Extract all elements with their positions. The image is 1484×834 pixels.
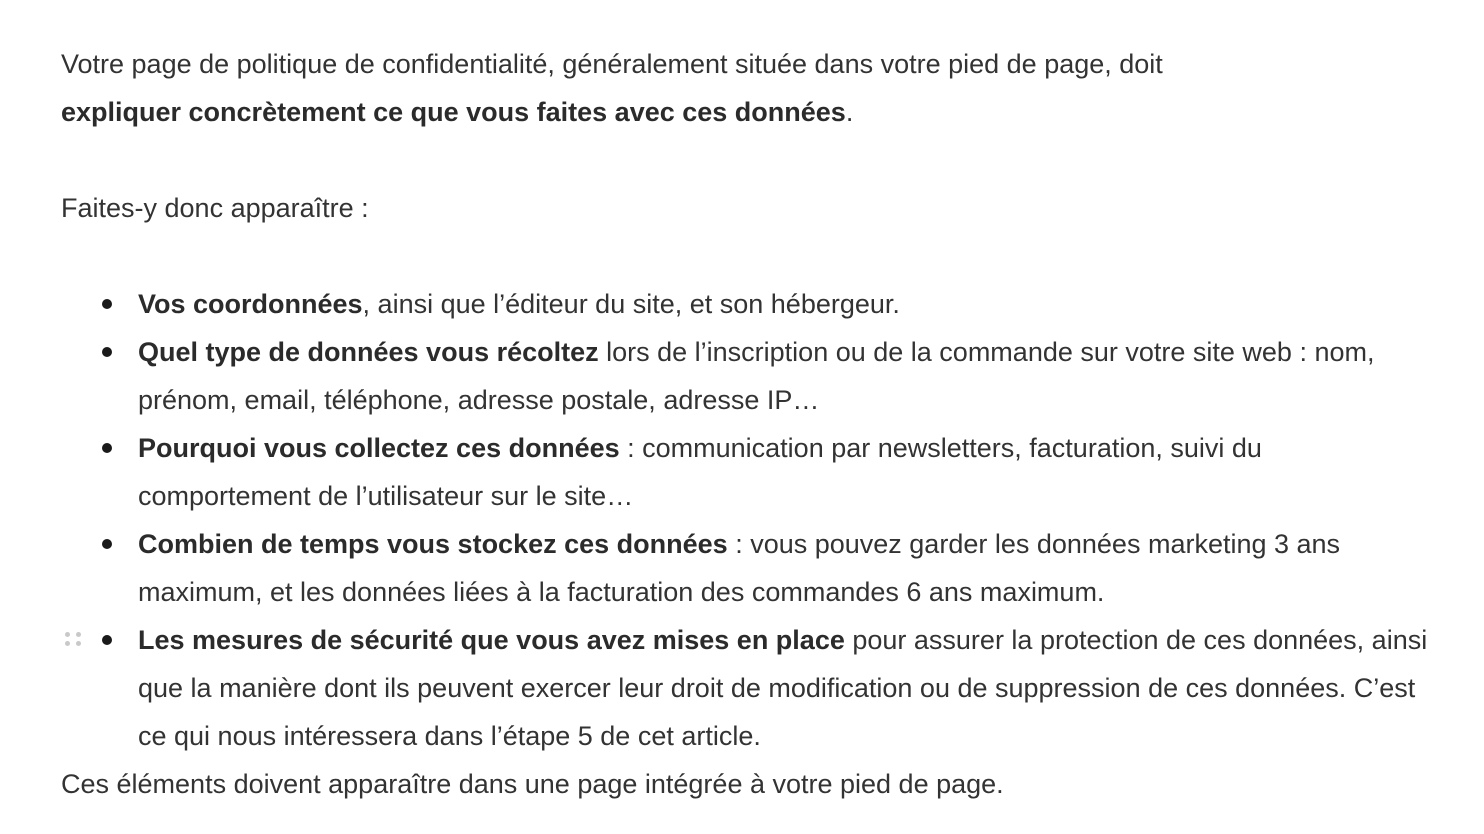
bullet-dot-icon xyxy=(102,539,112,549)
list-item-text: : communication par newsletters, facturation, suivi du comportement de l’utilisateur sur le site… xyxy=(138,433,1262,511)
list-item xyxy=(61,280,1441,328)
intro-bold-text: expliquer concrètement ce que vous faites avec ces données xyxy=(61,97,846,127)
intro-period: . xyxy=(845,97,854,127)
closing-paragraph: Ces éléments doivent apparaître dans une page intégrée à votre pied de page. xyxy=(61,769,1004,799)
intro-text: Votre page de politique de confidentialité, généralement située dans votre pied de page, doit xyxy=(61,49,1163,79)
list-item-text: , ainsi que l’éditeur du site, et son hébergeur. xyxy=(362,289,900,319)
list-item-text: lors de l’inscription ou de la commande sur votre site web : nom, prénom, email, téléphone, adresse postale, adresse IP… xyxy=(138,337,1375,415)
intro-paragraph xyxy=(61,40,1441,136)
list-item-text: : vous pouvez garder les données marketing 3 ans maximum, et les données liées à la facturation des commandes 6 ans maximum. xyxy=(138,529,1341,607)
bullet-dot-icon xyxy=(102,635,112,645)
drag-handle-icon[interactable] xyxy=(65,632,83,650)
list-item xyxy=(61,328,1441,424)
requirements-list xyxy=(61,280,1441,760)
bullet-dot-icon xyxy=(102,443,112,453)
list-item xyxy=(61,616,1441,760)
article-content xyxy=(61,40,1441,808)
paragraph-spacer xyxy=(61,232,1441,280)
list-item-bold: Vos coordonnées xyxy=(138,289,363,319)
list-item-bold: Pourquoi vous collectez ces données xyxy=(138,433,620,463)
list-item-bold: Quel type de données vous récoltez xyxy=(138,337,599,367)
bullet-dot-icon xyxy=(102,347,112,357)
list-item-bold: Les mesures de sécurité que vous avez mises en place xyxy=(138,625,845,655)
list-item-bold: Combien de temps vous stockez ces données xyxy=(138,529,728,559)
paragraph-spacer xyxy=(61,136,1441,184)
bullet-dot-icon xyxy=(102,299,112,309)
lead-paragraph: Faites-y donc apparaître : xyxy=(61,193,369,223)
list-item xyxy=(61,520,1441,616)
list-item xyxy=(61,424,1441,520)
list-item-text: pour assurer la protection de ces données, ainsi que la manière dont ils peuvent exercer leur droit de modification ou de suppression de ces données. C’est ce qui nous intéressera dans l’étape 5 de cet article. xyxy=(138,625,1428,751)
